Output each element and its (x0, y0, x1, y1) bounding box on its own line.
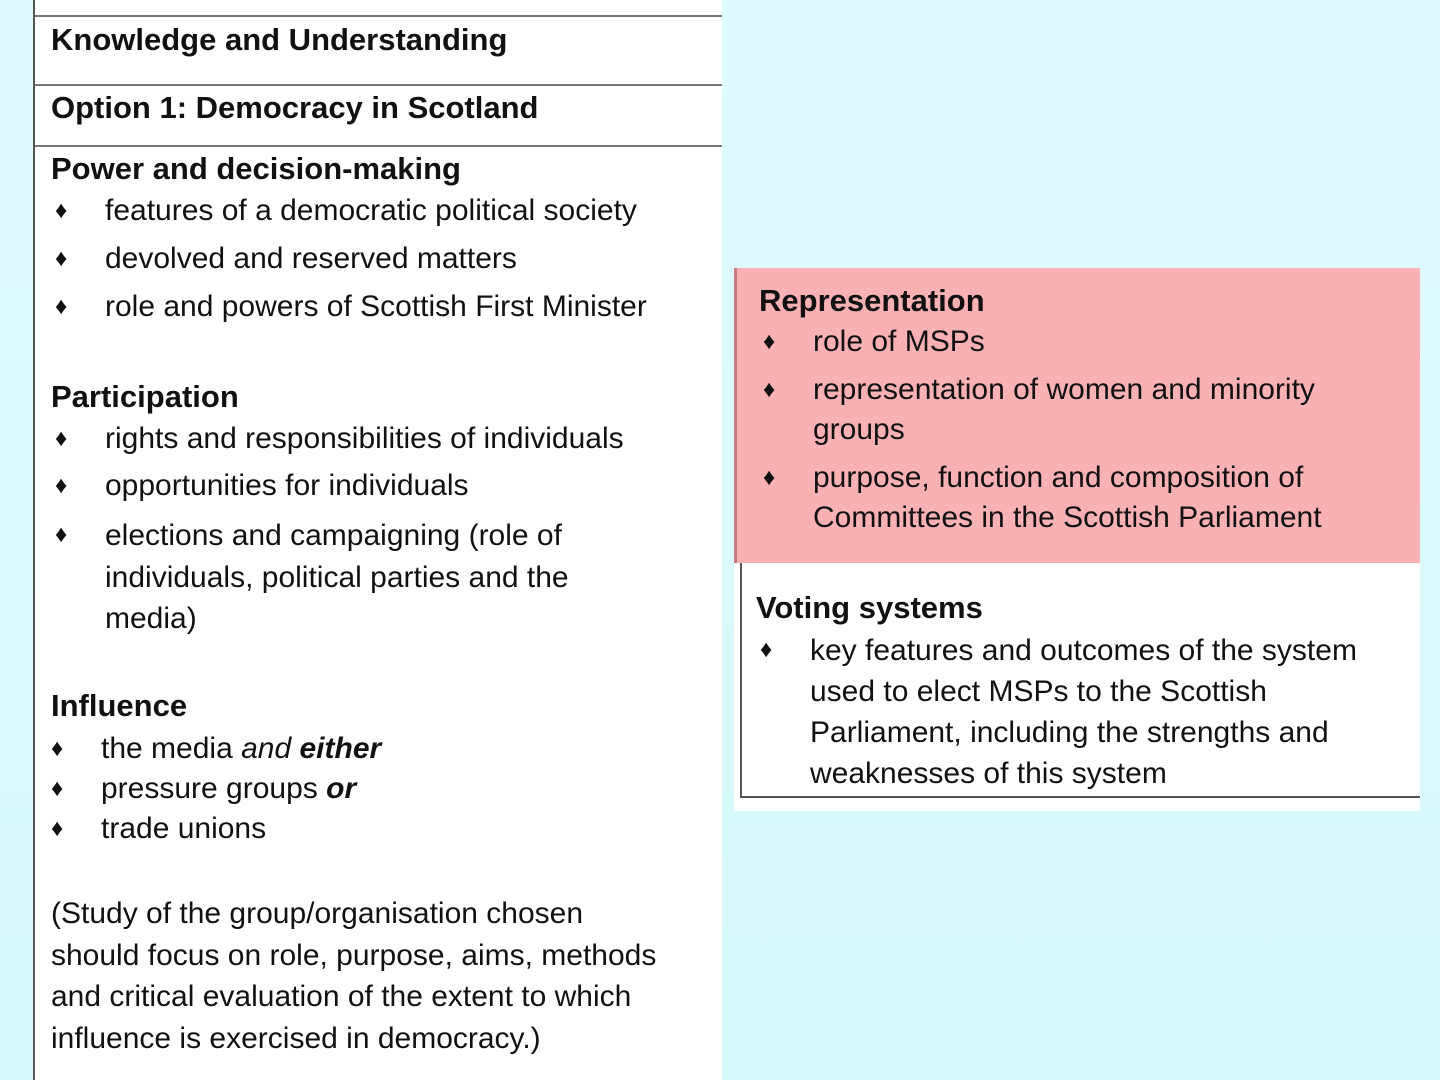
bullet-icon: ♦ (55, 521, 68, 548)
section-title-influence: Influence (51, 688, 188, 723)
bullet-icon: ♦ (55, 472, 68, 499)
section-title-voting: Voting systems (756, 590, 983, 625)
section-title-participation: Participation (51, 379, 239, 414)
bullet-icon: ♦ (760, 636, 773, 663)
left-document-column: Knowledge and Understanding Option 1: Democracy in Scotland Power and decision-making ♦ features of a democratic political society ♦ devolved and reserved matters ♦ role and powers of Scottish First Minister Participation ♦ rights and responsibilities of individuals ♦ opportunities for individuals ♦ elections and campaigning (role of individuals, political parties and the media) Influence ♦ the media and either ♦ pressure groups or ♦ trade unions (Study of the group/organisation chosen should focus on role, purpose, aims, methods and critical evaluation of the extent to which influence is exercised in democracy.) (33, 0, 722, 1080)
study-note: (Study of the group/organisation chosen should focus on role, purpose, aims, methods and critical evaluation of the extent to which influence is exercised in democracy.) (51, 897, 657, 1055)
bullet-icon: ♦ (763, 376, 776, 403)
divider (35, 15, 722, 17)
section-title-power: Power and decision-making (51, 151, 461, 186)
section-title-representation: Representation (759, 283, 985, 318)
header-option: Option 1: Democracy in Scotland (51, 90, 539, 125)
voting-systems-panel: Voting systems ♦ key features and outcomes of the system used to elect MSPs to the Scottish Parliament, including the strengths and weaknesses of this system (734, 563, 1420, 811)
header-knowledge: Knowledge and Understanding (51, 22, 508, 57)
divider (35, 145, 722, 147)
bullet-icon: ♦ (55, 245, 68, 272)
bullet-icon: ♦ (763, 464, 776, 491)
bullet-icon: ♦ (55, 293, 68, 320)
bullet-icon: ♦ (51, 815, 64, 842)
representation-panel: Representation ♦ role of MSPs ♦ representation of women and minority groups ♦ purpose, function and composition of Committees in the Scottish Parliament (734, 268, 1420, 563)
divider (35, 84, 722, 86)
bullet-icon: ♦ (51, 735, 64, 762)
bullet-icon: ♦ (51, 775, 64, 802)
bullet-icon: ♦ (55, 197, 68, 224)
bullet-icon: ♦ (55, 425, 68, 452)
bullet-icon: ♦ (763, 328, 776, 355)
